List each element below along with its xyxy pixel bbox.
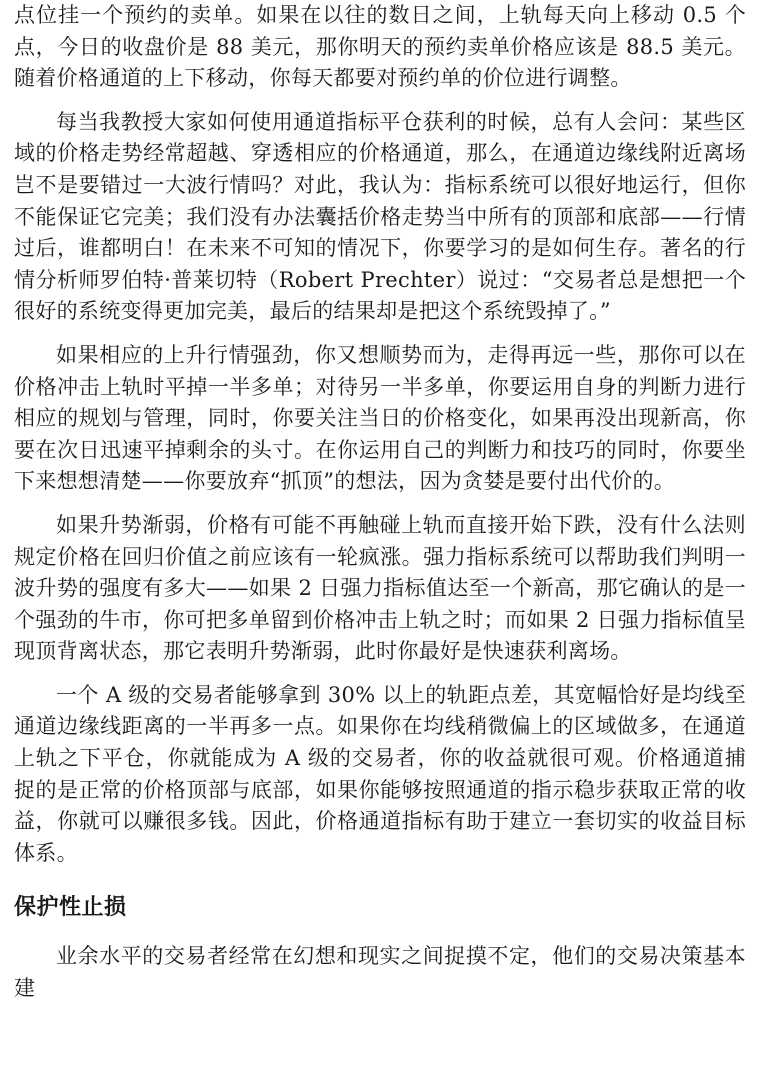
paragraph-channel-exit-question: 每当我教授大家如何使用通道指标平仓获利的时候，总有人会问：某些区域的价格走势经常超越、穿透相应的价格通道，那么，在通道边缘线附近离场岂不是要错过一大波行情吗？对此，我认为：指标系统可以很好地运行，但你不能保证它完美；我们没有办法囊括价格走势当中所有的顶部和底部——行情过后，谁都明白！在未来不可知的情况下，你要学习的是如何生存。著名的行情分析师罗伯特·普莱切特（Robert Prechter）说过：“交易者总是想把一个很好的系统变得更加完美，最后的结果却是把这个系统毁掉了。” [14,109,746,324]
paragraph-strong-uptrend: 如果相应的上升行情强劲，你又想顺势而为，走得再远一些，那你可以在价格冲击上轨时平掉一半多单；对待另一半多单，你要运用自身的判断力进行相应的规划与管理，同时，你要关注当日的价格变化，如果再没出现新高，你要在次日迅速平掉剩余的头寸。在你运用自己的判断力和技巧的同时，你要坐下来想想清楚——你要放弃“抓顶”的想法，因为贪婪是要付出代价的。 [14,342,746,494]
paragraph-continuation: 点位挂一个预约的卖单。如果在以往的数日之间，上轨每天向上移动 0.5 个点，今日的收盘价是 88 美元，那你明天的预约卖单价格应该是 88.5 美元。随着价格通道的上下移动，你每天都要对预约单的价位进行调整。 [14,3,746,91]
section-heading: 保护性止损 [14,895,127,921]
paragraph-amateur-traders: 业余水平的交易者经常在幻想和现实之间捉摸不定，他们的交易决策基本建 [14,944,746,1001]
paragraph-a-grade-trader: 一个 A 级的交易者能够拿到 30% 以上的轨距点差，其宽幅恰好是均线至通道边缘线距离的一半再多一点。如果你在均线稍微偏上的区域做多，在通道上轨之下平仓，你就能成为 A 级的交易者，你的收益就很可观。价格通道捕捉的是正常的价格顶部与底部，如果你能够按照通道的指示稳步获取正常的收益，你就可以赚很多钱。因此，价格通道指标有助于建立一套切实的收益目标体系。 [14,682,746,865]
paragraph-weakening-uptrend: 如果升势渐弱，价格有可能不再触碰上轨而直接开始下跌，没有什么法则规定价格在回归价值之前应该有一轮疯涨。强力指标系统可以帮助我们判明一波升势的强度有多大——如果 2 日强力指标值达至一个新高，那它确认的是一个强劲的牛市，你可把多单留到价格冲击上轨之时；而如果 2 日强力指标值呈现顶背离状态，那它表明升势渐弱，此时你最好是快速获利离场。 [14,512,746,664]
